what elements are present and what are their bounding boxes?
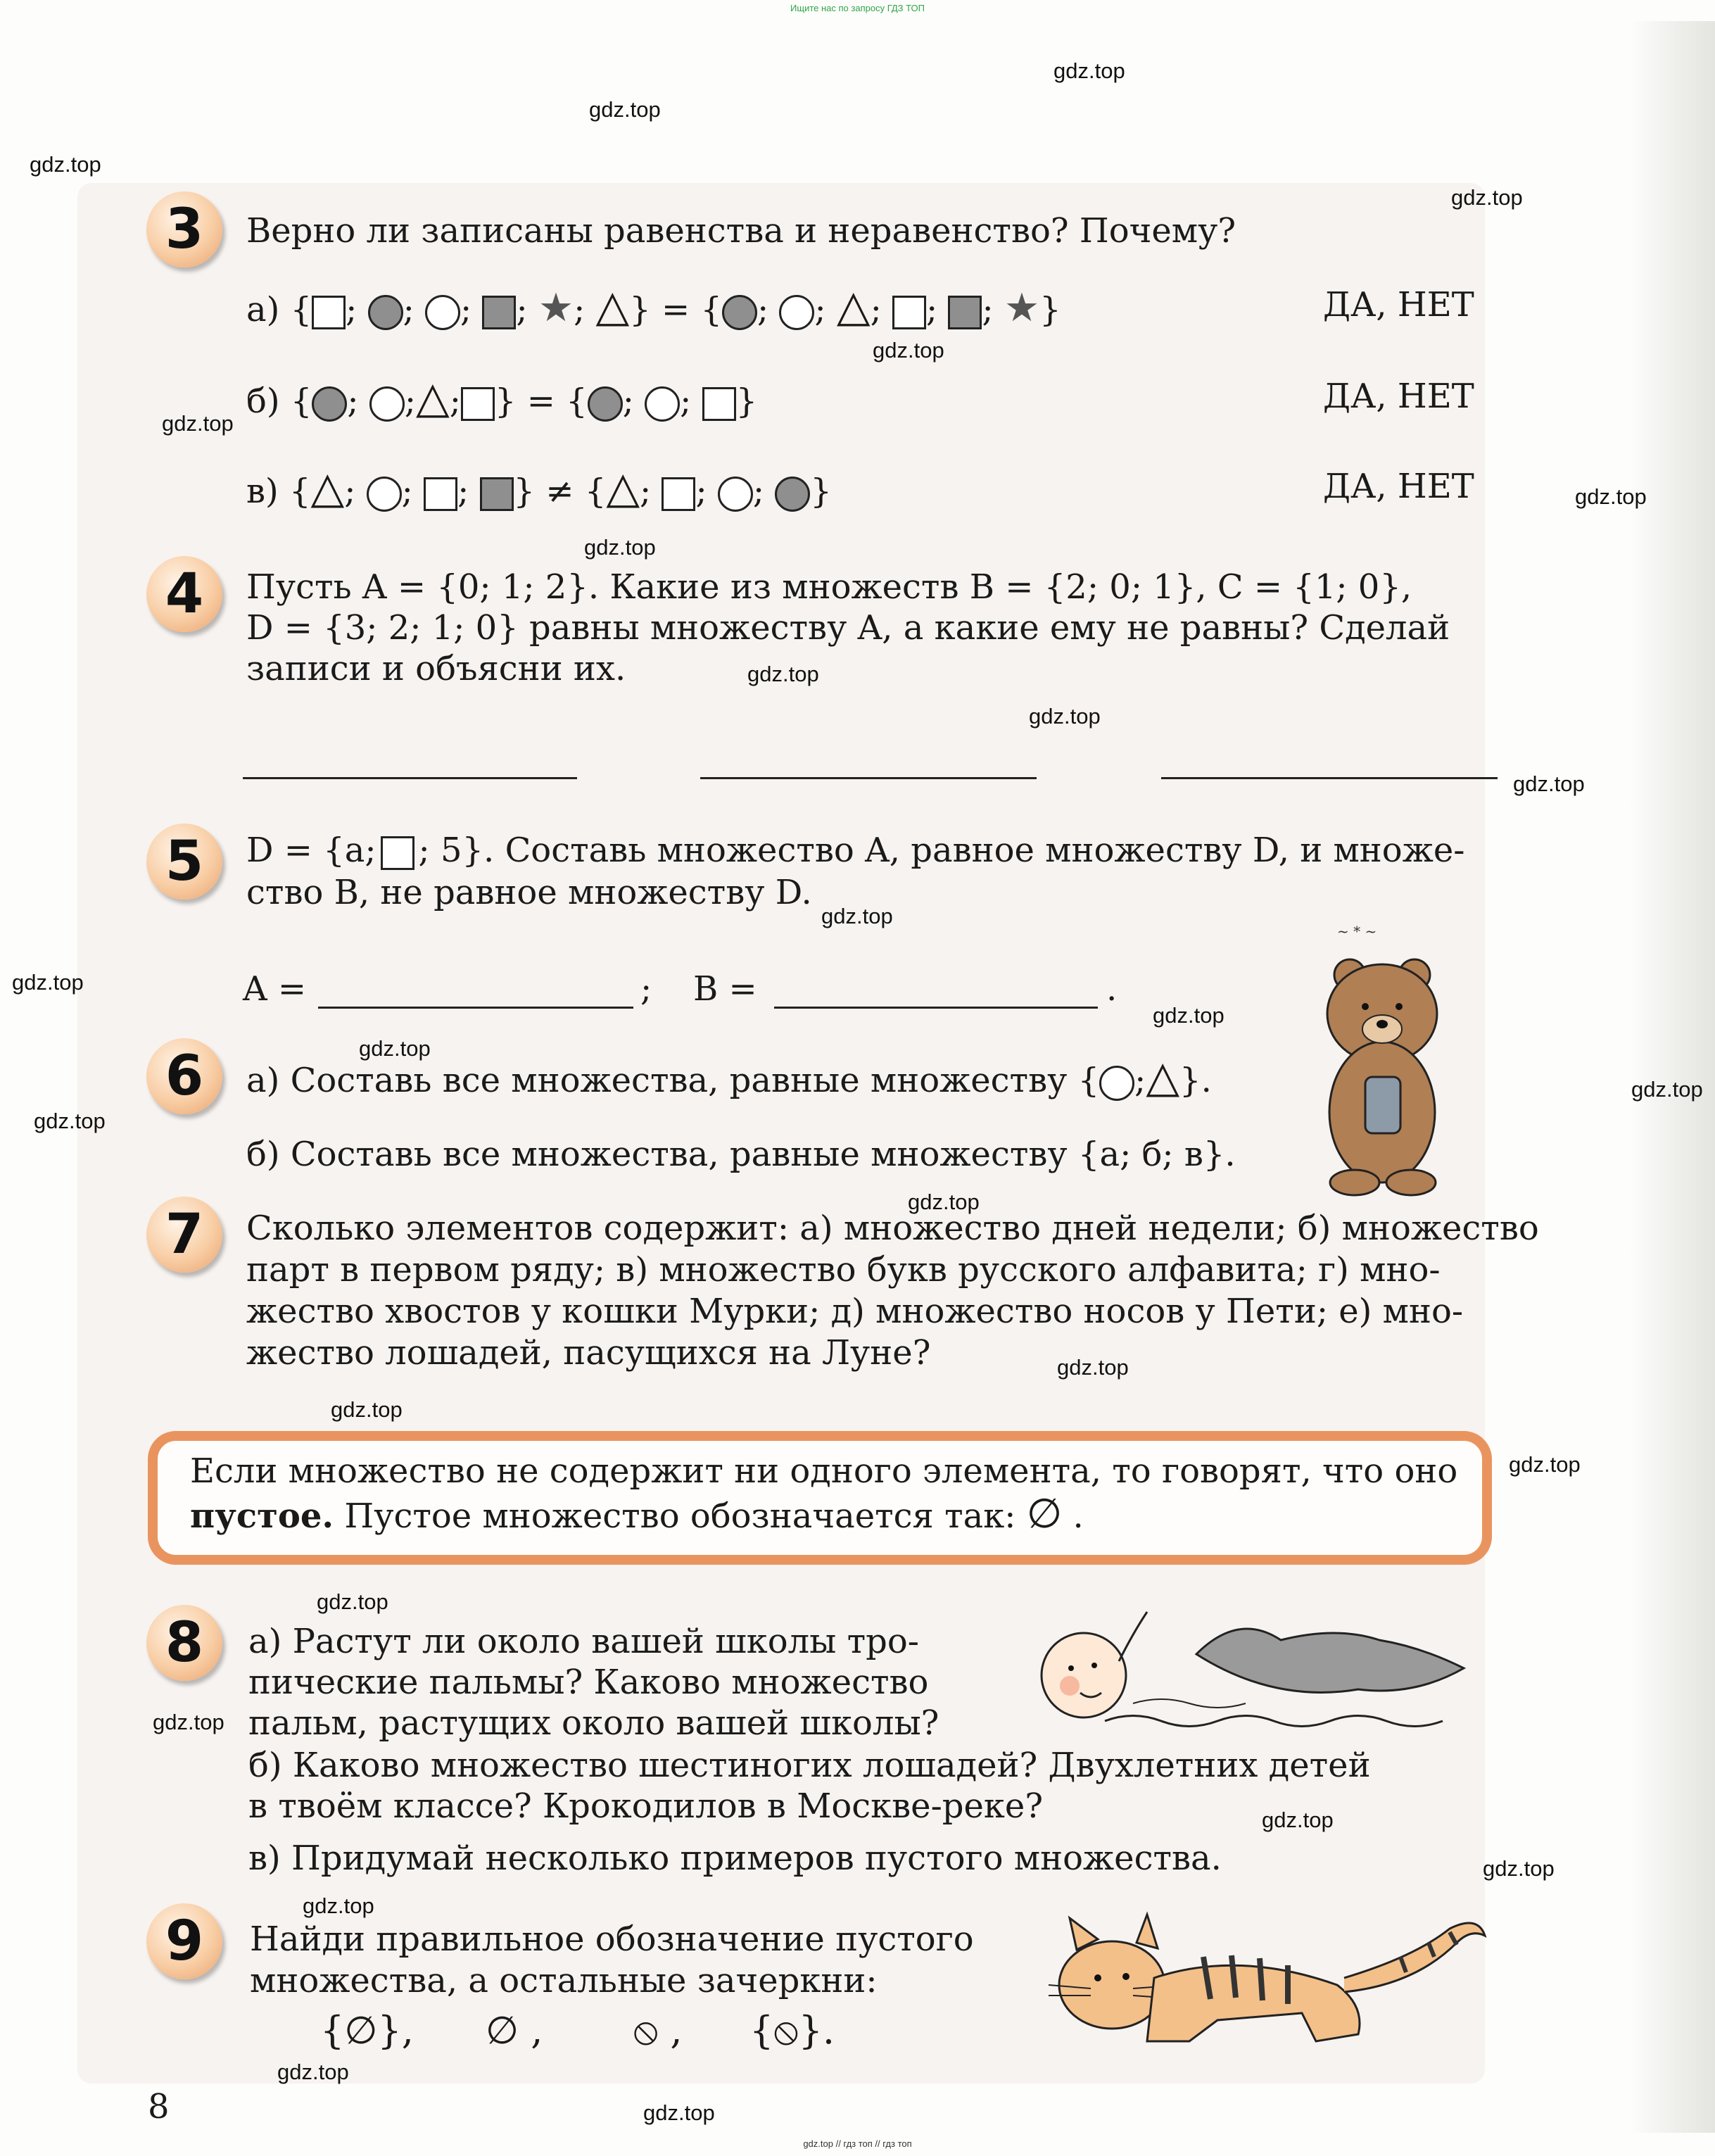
- filled-square-icon: [948, 296, 982, 329]
- circle-icon: [779, 295, 814, 330]
- task9-line2: множества, а остальные зачеркни:: [250, 1961, 878, 2000]
- watermark: gdz.top: [747, 662, 819, 686]
- circle-icon: [1099, 1066, 1134, 1101]
- square-icon: [381, 836, 414, 870]
- task-number: 7: [146, 1197, 222, 1273]
- answer-choice: ДА, НЕТ: [1323, 467, 1474, 506]
- task-number: 3: [146, 191, 222, 267]
- answer-line[interactable]: [243, 777, 577, 779]
- circle-icon: [367, 477, 402, 512]
- triangle-icon: △: [836, 280, 871, 332]
- filled-circle-icon: [368, 295, 403, 330]
- empty-set-option[interactable]: {∅},: [320, 2008, 414, 2053]
- definition-bold: пустое.: [190, 1496, 334, 1536]
- task4-line1: Пусть A = {0; 1; 2}. Какие из множеств B = {2; 0; 1}, C = {1; 0},: [246, 567, 1412, 607]
- triangle-icon: △: [1146, 1051, 1180, 1102]
- task7-line4: жество лошадей, пасущихся на Луне?: [246, 1333, 931, 1373]
- square-icon: [662, 477, 695, 511]
- task-number: 6: [146, 1038, 222, 1114]
- task4-line2: D = {3; 2; 1; 0} равны множеству A, а какие ему не равны? Сделай: [246, 608, 1450, 648]
- period: .: [1072, 1496, 1084, 1536]
- watermark: gdz.top: [317, 1589, 388, 1614]
- star-icon: ★: [538, 285, 574, 331]
- watermark: gdz.top: [331, 1397, 403, 1422]
- set-d-rest: ; 5}. Составь множество A, равное множеству D, и множе-: [418, 831, 1465, 870]
- star-icon: ★: [1004, 285, 1040, 331]
- separator: ;: [640, 969, 652, 1009]
- circle-icon: [718, 477, 753, 512]
- filled-circle-icon: [312, 386, 347, 422]
- watermark: gdz.top: [30, 152, 101, 177]
- watermark: gdz.top: [908, 1190, 980, 1214]
- square-icon: [702, 387, 736, 421]
- circle-icon: [645, 386, 680, 422]
- definition-line2: [190, 1489, 1084, 1537]
- watermark: gdz.top: [643, 2100, 715, 2125]
- task-number: 9: [146, 1903, 222, 1979]
- page-number: 8: [148, 2087, 170, 2126]
- filled-circle-icon: [588, 386, 623, 422]
- watermark: gdz.top: [1631, 1077, 1703, 1102]
- triangle-icon: △: [416, 372, 450, 423]
- triangle-icon: △: [606, 462, 640, 513]
- task8-a2: пические пальмы? Каково множество: [248, 1663, 929, 1702]
- tiger-cat-illustration: [1020, 1900, 1499, 2048]
- watermark: gdz.top: [1451, 185, 1523, 210]
- footer-note: gdz.top // гдз топ // гдз топ: [803, 2138, 912, 2149]
- task8-a3: пальм, растущих около вашей школы?: [248, 1703, 939, 1743]
- watermark: gdz.top: [277, 2060, 349, 2084]
- task6-a: а) Составь все множества, равные множеству { ;△}.: [246, 1051, 1212, 1102]
- watermark: gdz.top: [359, 1036, 431, 1061]
- watermark: gdz.top: [303, 1893, 374, 1918]
- watermark: gdz.top: [1483, 1856, 1555, 1881]
- task6-a-text: а) Составь все множества, равные множеству {: [246, 1061, 1100, 1100]
- watermark: gdz.top: [1029, 704, 1101, 729]
- set-a-input[interactable]: [318, 1007, 633, 1009]
- task9-line1: Найди правильное обозначение пустого: [250, 1919, 974, 1959]
- watermark: gdz.top: [162, 411, 234, 436]
- square-icon: [424, 477, 457, 511]
- watermark: gdz.top: [1153, 1003, 1224, 1028]
- watermark: gdz.top: [1513, 771, 1585, 796]
- empty-set-option[interactable]: ∅ ,: [486, 2008, 543, 2053]
- svg-text:~ * ~: ~ * ~: [1337, 923, 1377, 940]
- watermark: gdz.top: [153, 1710, 224, 1734]
- period: .: [1106, 969, 1118, 1009]
- task5-line1: [246, 829, 1464, 871]
- circle-icon: [369, 386, 405, 422]
- watermark: gdz.top: [589, 97, 661, 122]
- square-icon: [461, 387, 495, 421]
- task4-line3: записи и объясни их.: [246, 649, 626, 688]
- definition-line1: Если множество не содержит ни одного элемента, то говорят, что оно: [190, 1451, 1458, 1491]
- task6-b: б) Составь все множества, равные множеству {а; б; в}.: [246, 1135, 1236, 1174]
- empty-set-option[interactable]: {⦸}.: [749, 2008, 835, 2053]
- set-b-label: B =: [693, 969, 757, 1009]
- empty-set-option[interactable]: ⦸ ,: [633, 2008, 683, 2053]
- square-icon: [312, 296, 346, 329]
- header-note: Ищите нас по запросу ГДЗ ТОП: [790, 3, 925, 13]
- watermark: gdz.top: [12, 970, 84, 995]
- set-a-label: A =: [243, 969, 307, 1009]
- row-label: б): [246, 382, 280, 421]
- triangle-icon: △: [310, 462, 345, 513]
- triangle-icon: △: [595, 280, 630, 332]
- task8-a1: а) Растут ли около вашей школы тро-: [248, 1622, 919, 1661]
- row-label: в): [246, 472, 279, 511]
- filled-circle-icon: [722, 295, 757, 330]
- task-number: 5: [146, 824, 222, 900]
- task6-a-end: }.: [1179, 1061, 1212, 1100]
- watermark: gdz.top: [34, 1109, 106, 1133]
- task8-b1: б) Каково множество шестиногих лошадей? Двухлетних детей: [248, 1746, 1371, 1785]
- set-d-start: D = {a;: [246, 831, 376, 870]
- watermark: gdz.top: [1509, 1452, 1581, 1477]
- task-number: 4: [146, 556, 222, 632]
- definition-rest: Пустое множество обозначается так:: [334, 1496, 1016, 1536]
- task8-b2: в твоём классе? Крокодилов в Москве-реке?: [248, 1786, 1044, 1826]
- watermark: gdz.top: [1057, 1355, 1129, 1380]
- circle-icon: [425, 295, 460, 330]
- task-number: 8: [146, 1605, 222, 1681]
- answer-choice: ДА, НЕТ: [1323, 377, 1474, 416]
- empty-set-symbol: ∅: [1026, 1489, 1063, 1537]
- filled-square-icon: [482, 296, 516, 329]
- watermark: gdz.top: [873, 338, 944, 363]
- answer-line[interactable]: [700, 777, 1037, 779]
- watermark: gdz.top: [1262, 1808, 1334, 1832]
- watermark: gdz.top: [1053, 58, 1125, 83]
- answer-choice: ДА, НЕТ: [1323, 285, 1474, 324]
- task3-row-c: в) {△; ; ; } ≠ {△; ; ; }: [246, 462, 832, 513]
- task8-c1: в) Придумай несколько примеров пустого множества.: [248, 1839, 1222, 1878]
- task3-row-b: б) { ; ;△; } = { ; ; }: [246, 372, 758, 423]
- filled-circle-icon: [775, 477, 810, 512]
- bear-illustration: [1295, 908, 1450, 1197]
- task7-line2: парт в первом ряду; в) множество букв русского алфавита; г) мно-: [246, 1250, 1441, 1290]
- set-b-input[interactable]: [774, 1007, 1098, 1009]
- task3-question: Верно ли записаны равенства и неравенство? Почему?: [246, 211, 1236, 251]
- swimmer-crocodile-illustration: [1013, 1598, 1478, 1739]
- row-label: а): [246, 290, 280, 329]
- watermark: gdz.top: [821, 904, 893, 928]
- watermark: gdz.top: [1575, 484, 1647, 509]
- watermark: gdz.top: [584, 535, 656, 560]
- task7-line1: Сколько элементов содержит: а) множество дней недели; б) множество: [246, 1209, 1539, 1248]
- task3-row-a: а) { ; ; ; ; ★; △} = { ; ; △; ; ; ★}: [246, 280, 1061, 332]
- filled-square-icon: [480, 477, 514, 511]
- answer-line[interactable]: [1161, 777, 1498, 779]
- task7-line3: жество хвостов у кошки Мурки; д) множество носов у Пети; е) мно-: [246, 1292, 1464, 1331]
- square-icon: [892, 296, 926, 329]
- task5-line2: ство B, не равное множеству D.: [246, 873, 812, 912]
